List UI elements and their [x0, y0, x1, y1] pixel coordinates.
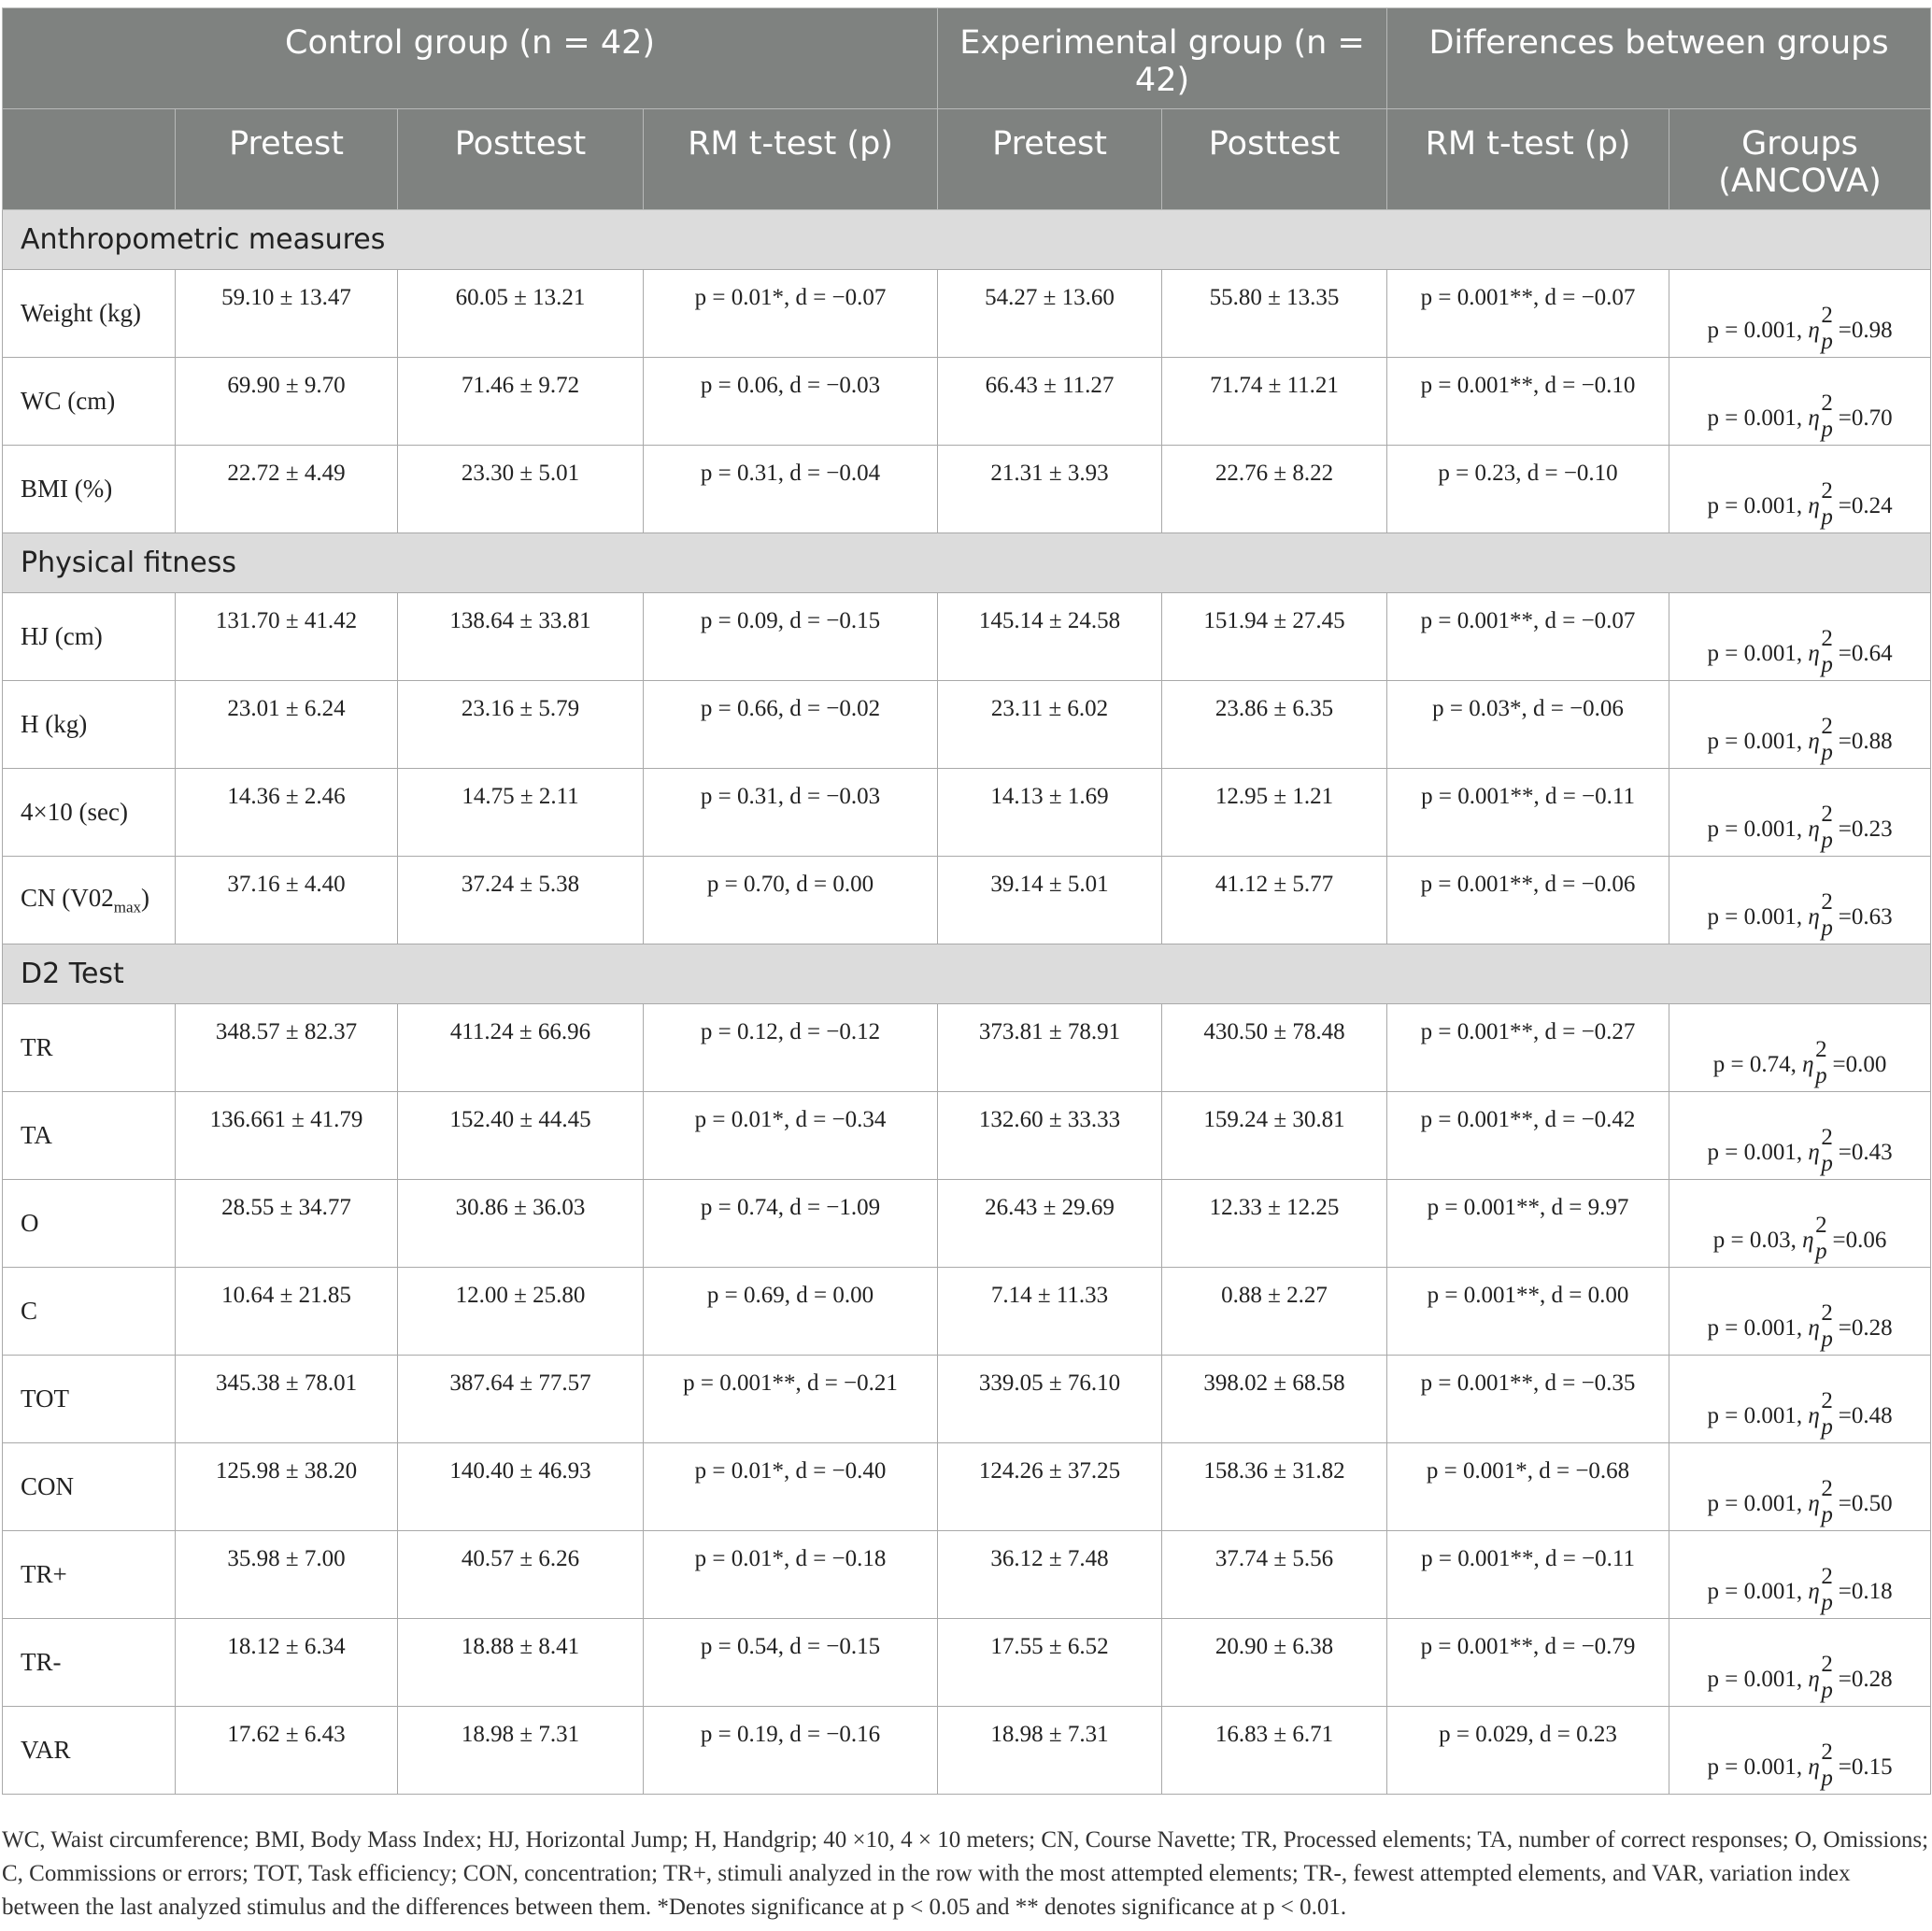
table-row [3, 1180, 1931, 1268]
value-cell-c-pre: 22.72 ± 4.49 [176, 446, 398, 533]
value-cell-c-t: p = 0.12, d = −0.12 [644, 1004, 938, 1092]
value-cell-e-t: p = 0.001**, d = −0.11 [1387, 769, 1669, 857]
col-header: RM t-test (p) [644, 109, 938, 210]
value-cell-e-pre: 39.14 ± 5.01 [938, 857, 1162, 944]
eta-squared-symbol [1808, 1388, 1833, 1440]
eta-superscript: 2 [1821, 802, 1833, 827]
ancova-eta-value: =0.88 [1838, 729, 1893, 754]
eta-subscript: p [1821, 1151, 1833, 1176]
value-cell-e-post: 12.33 ± 12.25 [1162, 1180, 1387, 1268]
table-row [3, 1092, 1931, 1180]
value-cell-e-t: p = 0.029, d = 0.23 [1387, 1707, 1669, 1795]
value-cell-e-t: p = 0.001*, d = −0.68 [1387, 1443, 1669, 1531]
eta-squared-symbol [1808, 1739, 1833, 1791]
value-cell-e-t: p = 0.001**, d = −0.06 [1387, 857, 1669, 944]
value-cell-c-pre: 59.10 ± 13.47 [176, 270, 398, 358]
row-label [3, 270, 176, 358]
control-group-label: Control group (n = 42) [285, 24, 656, 62]
eta-subscript: p [1821, 1502, 1833, 1527]
ancova-p: p = 0.001, [1707, 1579, 1809, 1604]
eta-subscript: p [1821, 740, 1833, 765]
eta-char: η [1808, 1403, 1820, 1428]
section-title: Anthropometric measures [3, 210, 1931, 270]
value-cell-e-t: p = 0.001**, d = 0.00 [1387, 1268, 1669, 1356]
row-label-end: ) [141, 883, 150, 912]
eta-subscript: p [1821, 504, 1833, 530]
ancova-eta-value: =0.63 [1838, 904, 1893, 930]
value-cell-e-post: 22.76 ± 8.22 [1162, 446, 1387, 533]
value-cell-c-t: p = 0.01*, d = −0.34 [644, 1092, 938, 1180]
value-cell-c-pre: 69.90 ± 9.70 [176, 358, 398, 446]
value-cell-e-t: p = 0.001**, d = 9.97 [1387, 1180, 1669, 1268]
ancova-eta-value: =0.50 [1838, 1491, 1893, 1516]
value-cell-c-t: p = 0.01*, d = −0.18 [644, 1531, 938, 1619]
eta-squared-symbol [1808, 1564, 1833, 1615]
value-cell-c-post: 152.40 ± 44.45 [398, 1092, 644, 1180]
row-label-text: BMI (%) [21, 475, 113, 503]
col-header: Groups (ANCOVA) [1669, 109, 1931, 210]
value-cell-c-post: 60.05 ± 13.21 [398, 270, 644, 358]
column-header-row [3, 109, 1931, 210]
ancova-eta-value: =0.70 [1838, 405, 1893, 431]
empty-header-cell [3, 109, 176, 210]
ancova-p: p = 0.001, [1707, 493, 1809, 518]
value-cell-e-pre: 373.81 ± 78.91 [938, 1004, 1162, 1092]
value-cell-c-pre: 37.16 ± 4.40 [176, 857, 398, 944]
value-cell-c-t: p = 0.06, d = −0.03 [644, 358, 938, 446]
ancova-p: p = 0.001, [1707, 1140, 1809, 1165]
table-row [3, 593, 1931, 681]
value-cell-c-pre: 14.36 ± 2.46 [176, 769, 398, 857]
value-cell-e-t: p = 0.001**, d = −0.11 [1387, 1531, 1669, 1619]
table-row [3, 857, 1931, 944]
table-row [3, 1531, 1931, 1619]
eta-subscript: p [1815, 1239, 1827, 1264]
row-label [3, 593, 176, 681]
value-cell-c-t: p = 0.54, d = −0.15 [644, 1619, 938, 1707]
ancova-eta-value: =0.64 [1838, 641, 1893, 666]
eta-superscript: 2 [1815, 1037, 1827, 1062]
value-cell-e-post: 55.80 ± 13.35 [1162, 270, 1387, 358]
value-cell-c-post: 14.75 ± 2.11 [398, 769, 644, 857]
section-row [3, 944, 1931, 1004]
differences-header [1387, 8, 1931, 109]
value-cell-c-pre: 345.38 ± 78.01 [176, 1356, 398, 1443]
row-label [3, 1531, 176, 1619]
eta-char: η [1808, 318, 1820, 343]
value-cell-c-t: p = 0.31, d = −0.04 [644, 446, 938, 533]
value-cell-e-post: 430.50 ± 78.48 [1162, 1004, 1387, 1092]
value-cell-c-pre: 125.98 ± 38.20 [176, 1443, 398, 1531]
value-cell-c-pre: 136.661 ± 41.79 [176, 1092, 398, 1180]
ancova-cell [1669, 1268, 1931, 1356]
eta-superscript: 2 [1821, 303, 1833, 328]
table-body [3, 210, 1931, 1795]
value-cell-e-pre: 23.11 ± 6.02 [938, 681, 1162, 769]
value-cell-e-post: 41.12 ± 5.77 [1162, 857, 1387, 944]
eta-squared-symbol [1802, 1037, 1827, 1088]
eta-subscript: p [1821, 329, 1833, 354]
table-row [3, 1268, 1931, 1356]
eta-subscript: p [1821, 1590, 1833, 1615]
eta-subscript: p [1821, 652, 1833, 677]
eta-subscript: p [1815, 1063, 1827, 1088]
value-cell-c-pre: 10.64 ± 21.85 [176, 1268, 398, 1356]
ancova-cell [1669, 857, 1931, 944]
value-cell-e-post: 16.83 ± 6.71 [1162, 1707, 1387, 1795]
row-label-subscript: max [113, 898, 142, 916]
ancova-p: p = 0.001, [1707, 729, 1809, 754]
value-cell-c-post: 30.86 ± 36.03 [398, 1180, 644, 1268]
ancova-cell [1669, 1707, 1931, 1795]
value-cell-e-t: p = 0.001**, d = −0.35 [1387, 1356, 1669, 1443]
eta-subscript: p [1821, 1678, 1833, 1703]
value-cell-e-pre: 54.27 ± 13.60 [938, 270, 1162, 358]
col-header: Posttest [1162, 109, 1387, 210]
eta-squared-symbol [1808, 478, 1833, 530]
value-cell-c-post: 12.00 ± 25.80 [398, 1268, 644, 1356]
ancova-cell [1669, 270, 1931, 358]
group-header-row [3, 8, 1931, 109]
eta-squared-symbol [1808, 390, 1833, 442]
eta-squared-symbol [1808, 1652, 1833, 1703]
value-cell-e-post: 71.74 ± 11.21 [1162, 358, 1387, 446]
value-cell-e-post: 23.86 ± 6.35 [1162, 681, 1387, 769]
value-cell-e-pre: 132.60 ± 33.33 [938, 1092, 1162, 1180]
ancova-p: p = 0.001, [1707, 1403, 1809, 1428]
eta-char: η [1808, 1315, 1820, 1341]
eta-char: η [1808, 641, 1820, 666]
eta-squared-symbol [1808, 889, 1833, 941]
eta-superscript: 2 [1821, 1388, 1833, 1413]
row-label-text: Weight (kg) [21, 299, 142, 327]
row-label [3, 1356, 176, 1443]
eta-char: η [1808, 405, 1820, 431]
eta-superscript: 2 [1821, 1476, 1833, 1501]
ancova-eta-value: =0.43 [1838, 1140, 1893, 1165]
table-row [3, 1004, 1931, 1092]
ancova-p: p = 0.001, [1707, 1315, 1809, 1341]
col-header: Posttest [398, 109, 644, 210]
value-cell-c-post: 37.24 ± 5.38 [398, 857, 644, 944]
eta-subscript: p [1821, 417, 1833, 442]
eta-superscript: 2 [1821, 714, 1833, 739]
value-cell-c-pre: 131.70 ± 41.42 [176, 593, 398, 681]
value-cell-c-post: 140.40 ± 46.93 [398, 1443, 644, 1531]
value-cell-e-post: 20.90 ± 6.38 [1162, 1619, 1387, 1707]
value-cell-e-t: p = 0.001**, d = −0.42 [1387, 1092, 1669, 1180]
eta-char: η [1808, 729, 1820, 754]
eta-squared-symbol [1808, 303, 1833, 354]
value-cell-c-post: 18.88 ± 8.41 [398, 1619, 644, 1707]
value-cell-c-pre: 28.55 ± 34.77 [176, 1180, 398, 1268]
ancova-cell [1669, 1619, 1931, 1707]
ancova-cell [1669, 769, 1931, 857]
row-label-text: HJ (cm) [21, 622, 103, 650]
table-row [3, 769, 1931, 857]
value-cell-c-t: p = 0.19, d = −0.16 [644, 1707, 938, 1795]
eta-subscript: p [1821, 1327, 1833, 1352]
ancova-p: p = 0.001, [1707, 1491, 1809, 1516]
value-cell-c-post: 18.98 ± 7.31 [398, 1707, 644, 1795]
eta-superscript: 2 [1821, 1564, 1833, 1589]
value-cell-e-post: 158.36 ± 31.82 [1162, 1443, 1387, 1531]
value-cell-c-t: p = 0.70, d = 0.00 [644, 857, 938, 944]
ancova-cell [1669, 1092, 1931, 1180]
value-cell-e-post: 12.95 ± 1.21 [1162, 769, 1387, 857]
col-header: Pretest [176, 109, 398, 210]
row-label-text: O [21, 1209, 39, 1237]
eta-char: η [1808, 1667, 1820, 1692]
value-cell-e-pre: 18.98 ± 7.31 [938, 1707, 1162, 1795]
experimental-group-label: Experimental group (n = 42) [959, 24, 1365, 99]
row-label-text: C [21, 1297, 38, 1325]
eta-subscript: p [1821, 1414, 1833, 1440]
eta-squared-symbol [1808, 1300, 1833, 1352]
section-title: Physical fitness [3, 533, 1931, 593]
value-cell-e-pre: 7.14 ± 11.33 [938, 1268, 1162, 1356]
value-cell-e-t: p = 0.001**, d = −0.07 [1387, 593, 1669, 681]
eta-superscript: 2 [1821, 1652, 1833, 1677]
ancova-eta-value: =0.24 [1838, 493, 1893, 518]
ancova-eta-value: =0.18 [1838, 1579, 1893, 1604]
table-row [3, 681, 1931, 769]
eta-char: η [1808, 816, 1820, 842]
eta-squared-symbol [1802, 1213, 1827, 1264]
ancova-eta-value: =0.06 [1832, 1228, 1887, 1253]
row-label-text: 4×10 (sec) [21, 798, 128, 826]
section-row [3, 533, 1931, 593]
eta-superscript: 2 [1821, 626, 1833, 651]
value-cell-e-pre: 145.14 ± 24.58 [938, 593, 1162, 681]
value-cell-e-t: p = 0.001**, d = −0.27 [1387, 1004, 1669, 1092]
value-cell-e-t: p = 0.001**, d = −0.10 [1387, 358, 1669, 446]
eta-squared-symbol [1808, 1125, 1833, 1176]
row-label-text: TR [21, 1033, 53, 1061]
value-cell-e-pre: 14.13 ± 1.69 [938, 769, 1162, 857]
ancova-eta-value: =0.00 [1832, 1052, 1887, 1077]
value-cell-e-pre: 339.05 ± 76.10 [938, 1356, 1162, 1443]
value-cell-e-pre: 26.43 ± 29.69 [938, 1180, 1162, 1268]
ancova-cell [1669, 681, 1931, 769]
eta-subscript: p [1821, 828, 1833, 853]
eta-squared-symbol [1808, 626, 1833, 677]
value-cell-e-post: 37.74 ± 5.56 [1162, 1531, 1387, 1619]
row-label [3, 769, 176, 857]
ancova-eta-value: =0.48 [1838, 1403, 1893, 1428]
row-label [3, 681, 176, 769]
row-label-text: WC (cm) [21, 387, 116, 415]
eta-char: η [1802, 1052, 1814, 1077]
value-cell-c-t: p = 0.09, d = −0.15 [644, 593, 938, 681]
ancova-p: p = 0.001, [1707, 641, 1809, 666]
value-cell-c-t: p = 0.69, d = 0.00 [644, 1268, 938, 1356]
value-cell-c-post: 387.64 ± 77.57 [398, 1356, 644, 1443]
experimental-group-header [938, 8, 1387, 109]
value-cell-c-t: p = 0.01*, d = −0.07 [644, 270, 938, 358]
row-label [3, 1180, 176, 1268]
ancova-p: p = 0.001, [1707, 1754, 1809, 1780]
ancova-eta-value: =0.28 [1838, 1667, 1893, 1692]
eta-char: η [1802, 1228, 1814, 1253]
ancova-cell [1669, 1004, 1931, 1092]
ancova-cell [1669, 358, 1931, 446]
value-cell-c-pre: 18.12 ± 6.34 [176, 1619, 398, 1707]
ancova-cell [1669, 1443, 1931, 1531]
value-cell-e-post: 159.24 ± 30.81 [1162, 1092, 1387, 1180]
eta-char: η [1808, 1140, 1820, 1165]
ancova-p: p = 0.001, [1707, 318, 1809, 343]
ancova-eta-value: =0.15 [1838, 1754, 1893, 1780]
value-cell-e-t: p = 0.001**, d = −0.79 [1387, 1619, 1669, 1707]
ancova-p: p = 0.03, [1712, 1228, 1803, 1253]
row-label [3, 446, 176, 533]
row-label [3, 1443, 176, 1531]
ancova-p: p = 0.001, [1707, 405, 1809, 431]
row-label [3, 857, 176, 944]
col-header: Pretest [938, 109, 1162, 210]
eta-superscript: 2 [1821, 1125, 1833, 1150]
value-cell-e-t: p = 0.03*, d = −0.06 [1387, 681, 1669, 769]
ancova-cell [1669, 1180, 1931, 1268]
control-group-header [3, 8, 938, 109]
value-cell-c-t: p = 0.001**, d = −0.21 [644, 1356, 938, 1443]
table-row [3, 1707, 1931, 1795]
eta-char: η [1808, 1754, 1820, 1780]
eta-char: η [1808, 493, 1820, 518]
row-label [3, 358, 176, 446]
section-row [3, 210, 1931, 270]
value-cell-c-post: 23.30 ± 5.01 [398, 446, 644, 533]
value-cell-e-pre: 124.26 ± 37.25 [938, 1443, 1162, 1531]
ancova-cell [1669, 446, 1931, 533]
row-label [3, 1707, 176, 1795]
eta-char: η [1808, 904, 1820, 930]
row-label [3, 1619, 176, 1707]
value-cell-c-post: 23.16 ± 5.79 [398, 681, 644, 769]
eta-squared-symbol [1808, 1476, 1833, 1527]
eta-superscript: 2 [1821, 889, 1833, 915]
row-label-text: TA [21, 1121, 52, 1149]
results-table [2, 7, 1931, 1795]
col-header: RM t-test (p) [1387, 109, 1669, 210]
eta-squared-symbol [1808, 714, 1833, 765]
value-cell-c-pre: 348.57 ± 82.37 [176, 1004, 398, 1092]
eta-superscript: 2 [1821, 390, 1833, 416]
value-cell-e-post: 151.94 ± 27.45 [1162, 593, 1387, 681]
table-row [3, 1356, 1931, 1443]
ancova-p: p = 0.001, [1707, 1667, 1809, 1692]
value-cell-e-t: p = 0.001**, d = −0.07 [1387, 270, 1669, 358]
table-footnote: WC, Waist circumference; BMI, Body Mass Index; HJ, Horizontal Jump; H, Handgrip; 40 ×10, 4 × 10 meters; CN, Course Navette; TR, Processed elements; TA, number of correct responses; O, Omissions; C, Commissions or errors; TOT, Task efficiency; CON, concentration; TR+, stimuli analyzed in the row with the most attempted elements; TR-, fewest attempted elements, and VAR, variation index between the last analyzed stimulus and the differences between them. *Denotes significance at p < 0.05 and ** denotes significance at p < 0.01. [2, 1827, 1929, 1920]
ancova-p: p = 0.74, [1712, 1052, 1803, 1077]
row-label [3, 1004, 176, 1092]
row-label [3, 1092, 176, 1180]
eta-char: η [1808, 1579, 1820, 1604]
eta-superscript: 2 [1821, 1739, 1833, 1765]
section-title: D2 Test [3, 944, 1931, 1004]
ancova-eta-value: =0.28 [1838, 1315, 1893, 1341]
value-cell-c-t: p = 0.66, d = −0.02 [644, 681, 938, 769]
ancova-p: p = 0.001, [1707, 904, 1809, 930]
eta-superscript: 2 [1821, 1300, 1833, 1326]
row-label-text: TOT [21, 1384, 69, 1413]
value-cell-c-post: 40.57 ± 6.26 [398, 1531, 644, 1619]
table-row [3, 1443, 1931, 1531]
value-cell-e-post: 398.02 ± 68.58 [1162, 1356, 1387, 1443]
ancova-eta-value: =0.98 [1838, 318, 1893, 343]
ancova-cell [1669, 593, 1931, 681]
table-row [3, 446, 1931, 533]
eta-superscript: 2 [1821, 478, 1833, 504]
eta-subscript: p [1821, 1766, 1833, 1791]
table-row [3, 270, 1931, 358]
eta-char: η [1808, 1491, 1820, 1516]
differences-label: Differences between groups [1428, 24, 1889, 62]
eta-subscript: p [1821, 916, 1833, 941]
row-label-text: H (kg) [21, 710, 88, 738]
row-label-text: CON [21, 1472, 75, 1500]
value-cell-e-pre: 66.43 ± 11.27 [938, 358, 1162, 446]
value-cell-c-pre: 35.98 ± 7.00 [176, 1531, 398, 1619]
value-cell-c-post: 71.46 ± 9.72 [398, 358, 644, 446]
value-cell-c-pre: 17.62 ± 6.43 [176, 1707, 398, 1795]
value-cell-e-post: 0.88 ± 2.27 [1162, 1268, 1387, 1356]
row-label-text: TR- [21, 1648, 62, 1676]
value-cell-e-pre: 21.31 ± 3.93 [938, 446, 1162, 533]
value-cell-c-pre: 23.01 ± 6.24 [176, 681, 398, 769]
value-cell-e-t: p = 0.23, d = −0.10 [1387, 446, 1669, 533]
row-label [3, 1268, 176, 1356]
value-cell-c-t: p = 0.74, d = −1.09 [644, 1180, 938, 1268]
value-cell-e-pre: 36.12 ± 7.48 [938, 1531, 1162, 1619]
row-label-text: VAR [21, 1736, 71, 1764]
value-cell-c-t: p = 0.31, d = −0.03 [644, 769, 938, 857]
value-cell-e-pre: 17.55 ± 6.52 [938, 1619, 1162, 1707]
table-row [3, 358, 1931, 446]
ancova-eta-value: =0.23 [1838, 816, 1893, 842]
eta-squared-symbol [1808, 802, 1833, 853]
value-cell-c-t: p = 0.01*, d = −0.40 [644, 1443, 938, 1531]
row-label-text: TR+ [21, 1560, 67, 1588]
eta-superscript: 2 [1815, 1213, 1827, 1238]
ancova-cell [1669, 1531, 1931, 1619]
ancova-p: p = 0.001, [1707, 816, 1809, 842]
value-cell-c-post: 411.24 ± 66.96 [398, 1004, 644, 1092]
ancova-cell [1669, 1356, 1931, 1443]
row-label-text: CN (V02 [21, 883, 114, 912]
table-row [3, 1619, 1931, 1707]
value-cell-c-post: 138.64 ± 33.81 [398, 593, 644, 681]
